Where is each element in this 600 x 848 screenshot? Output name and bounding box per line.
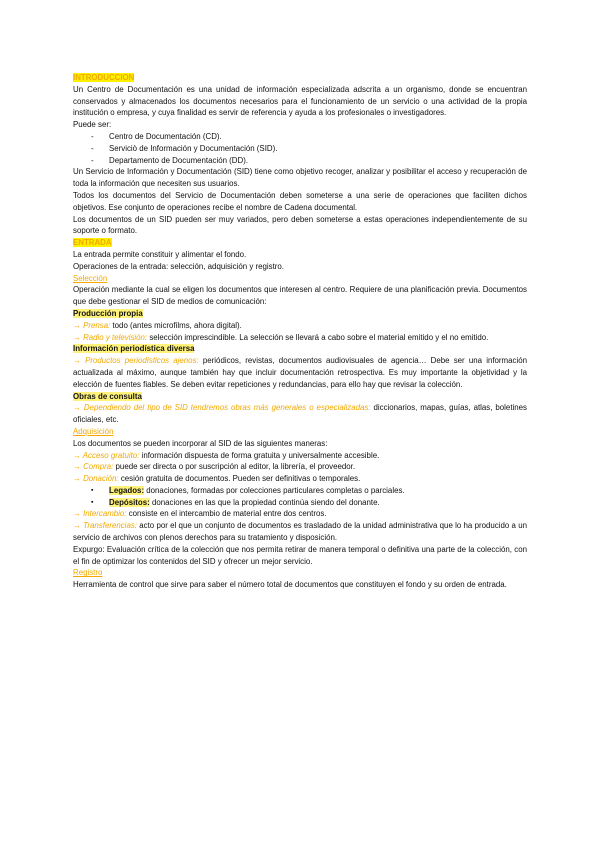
gratuito-line: → Acceso gratuito: información dispuesta de forma gratuita y universalmente accesible. xyxy=(73,450,380,460)
list-item: ▪ Depósitos: donaciones en las que la propiedad continúa siendo del donante. xyxy=(73,497,527,509)
intercambio-line: → Intercambio: consiste en el intercambio de material entre dos centros. xyxy=(73,509,327,519)
donacion-types-list xyxy=(73,485,527,509)
formato-paragraph: Los documentos de un SID pueden ser muy variados, pero deben someterse a estas operaciones independientemente de su soporte o formato. xyxy=(73,214,527,236)
periodistica-heading: Información periodística diversa xyxy=(73,344,195,354)
document-page xyxy=(73,72,527,591)
consulta-line: → Dependiendo del tipo de SID tendremos obras más generales o especializadas: diccionarios, mapas, guías, atlas, boletines oficiales, etc. xyxy=(73,403,527,425)
intro-paragraph: Un Centro de Documentación es una unidad de información especializada adscrita a un organismo, donde se encuentran conservados y almacenados los documentos necesarios para el funcionamiento de un servicio o una actividad de la propia institución o empresa, y cuya finalidad es servir de referencia y ayuda a los profesionales o investigadores. xyxy=(73,84,527,118)
productos-line: → Productos periodísticos ajenos: periódicos, revistas, documentos audiovisuales de agencia… Debe ser una información actualizada al máximo, aunque también hay que incluir documentación retrospectiva. Es muy importante la objetividad y la elección de fuentes fiables. Se deben evitar repeticiones y redundancias, para ello hay que revisar la colección. xyxy=(73,356,527,389)
seleccion-heading: Selección xyxy=(73,273,108,283)
list-item: - Centro de Documentación (CD). xyxy=(73,131,527,143)
prensa-line: → Prensa: todo (antes microfilms, ahora digital). xyxy=(73,320,242,330)
operaciones-paragraph: Operaciones de la entrada: selección, adquisición y registro. xyxy=(73,261,284,271)
center-types-list xyxy=(73,131,527,166)
expurgo-paragraph: Expurgo: Evaluación crítica de la colección que nos permita retirar de manera temporal o definitiva una parte de la colección, con el fin de optimizar los contenidos del SID y ofrecer un mejor servicio. xyxy=(73,544,527,566)
registro-heading: Registro xyxy=(73,568,103,578)
list-item: - Serviciò de Información y Documentación (SID). xyxy=(73,143,527,155)
donacion-line: → Donación: cesión gratuita de documentos. Pueden ser definitivas o temporales. xyxy=(73,474,361,484)
adquisicion-paragraph: Los documentos se pueden incorporar al SID de las siguientes maneras: xyxy=(73,438,328,448)
compra-line: → Compra: puede ser directa o por suscripción al editor, la librería, el proveedor. xyxy=(73,462,356,472)
radio-line: → Radio y televisión: selección imprescindible. La selección se llevará a cabo sobre el material emitido y el no emitido. xyxy=(73,332,489,342)
intro-heading: INTRODUCCION xyxy=(73,73,135,82)
entrada-heading: ENTRADA xyxy=(73,238,112,248)
produccion-heading: Producción propia xyxy=(73,308,143,318)
list-item: - Departamento de Documentación (DD). xyxy=(73,155,527,167)
seleccion-paragraph: Operación mediante la cual se eligen los documentos que interesen al centro. Requiere de una planificación previa. Documentos que debe gestionar el SID de medios de comunicación: xyxy=(73,285,527,307)
adquisicion-heading: Adquisición xyxy=(73,426,114,436)
registro-paragraph: Herramienta de control que sirve para saber el número total de documentos que constituyen el fondo y su orden de entrada. xyxy=(73,580,507,590)
consulta-heading: Obras de consulta xyxy=(73,391,142,401)
entrada-paragraph: La entrada permite constituir y alimentar el fondo. xyxy=(73,249,247,259)
puede-ser-label: Puede ser: xyxy=(73,120,112,130)
cadena-paragraph: Todos los documentos del Servicio de Documentación deben someterse a una serie de operaciones que faciliten dichos objetivos. Ese conjunto de operaciones recibe el nombre de Cadena documental. xyxy=(73,190,527,212)
transferencias-line: → Transferencias: acto por el que un conjunto de documentos es trasladado de la unidad administrativa que lo ha producido a un servicio de archivos con plenos derechos para su tratamiento y disposición. xyxy=(73,521,527,543)
list-item: ▪ Legados: donaciones, formadas por colecciones particulares completas o parciales. xyxy=(73,485,527,497)
sid-paragraph: Un Servicio de Información y Documentación (SID) tiene como objetivo recoger, analizar y posibilitar el acceso y recuperación de toda la información que necesiten sus usuarios. xyxy=(73,167,527,189)
